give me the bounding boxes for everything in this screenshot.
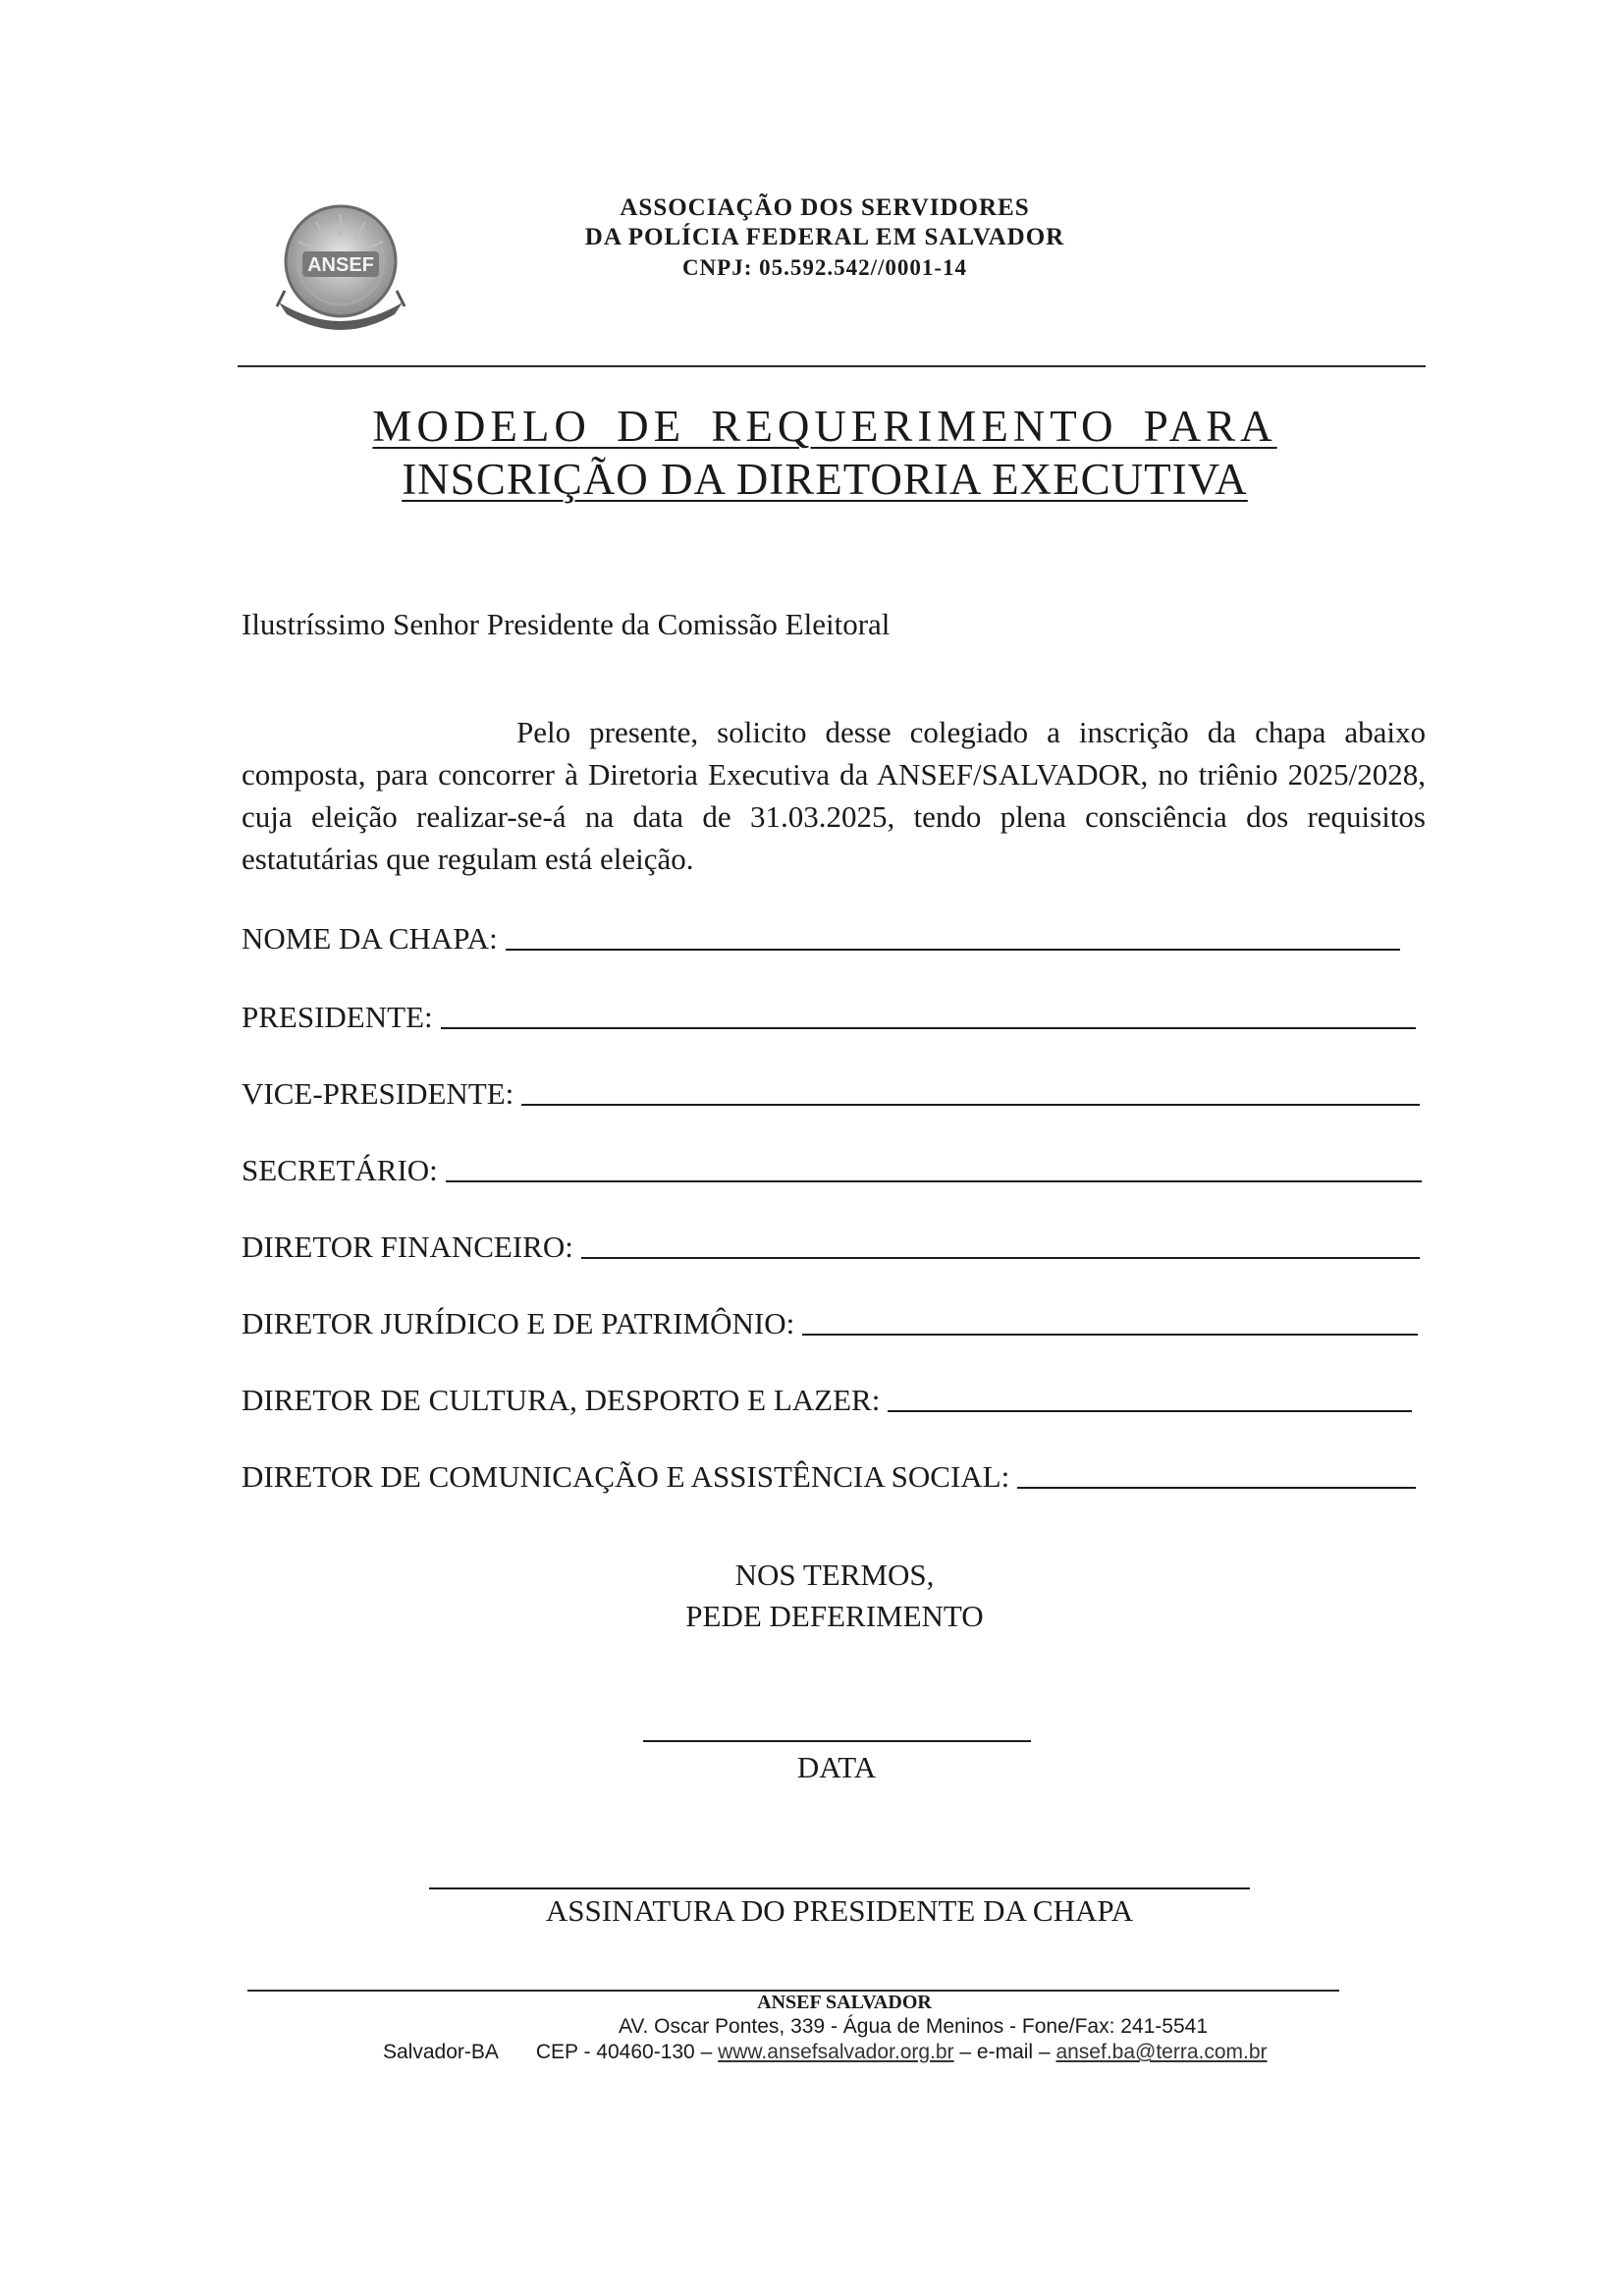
footer-city: Salvador-BA: [383, 2041, 499, 2063]
footer-contact-line: [383, 2041, 1268, 2064]
fill-line[interactable]: [441, 1027, 1416, 1029]
request-paragraph-text: Pelo presente, solicito desse colegiado a inscrição da chapa abaixo composta, para concorrer à Diretoria Executiva da ANSEF/SALVADOR, no triênio 2025/2028, cuja eleição realizar-se-á na data de 31.03.2025, tendo plena consciência dos requisitos estatutárias que regulam está eleição.: [242, 715, 1426, 876]
field-diretor-comunicacao[interactable]: [242, 1451, 1416, 1495]
field-diretor-cultura[interactable]: [242, 1375, 1412, 1418]
closing-line1: NOS TERMOS,: [734, 1558, 935, 1592]
fill-line[interactable]: [1017, 1487, 1416, 1489]
footer-website-link[interactable]: www.ansefsalvador.org.br: [718, 2041, 954, 2063]
field-presidente[interactable]: [242, 992, 1416, 1035]
request-paragraph: [242, 711, 1426, 880]
field-label: DIRETOR FINANCEIRO:: [242, 1230, 573, 1264]
fill-line[interactable]: [802, 1334, 1418, 1336]
salutation: Ilustríssimo Senhor Presidente da Comissão Eleitoral: [242, 607, 891, 641]
date-line[interactable]: [643, 1740, 1031, 1742]
document-title-line1: MODELO DE REQUERIMENTO PARA: [372, 402, 1277, 451]
ansef-seal-logo: [267, 192, 414, 340]
org-cnpj: CNPJ: 05.592.542//0001-14: [681, 255, 968, 280]
fill-line[interactable]: [446, 1180, 1422, 1182]
field-label: PRESIDENTE:: [242, 1000, 433, 1034]
field-label: NOME DA CHAPA:: [242, 921, 498, 956]
org-name-line2: DA POLÍCIA FEDERAL EM SALVADOR: [584, 224, 1065, 250]
footer-org: ANSEF SALVADOR: [757, 1992, 932, 2013]
field-nome-da-chapa[interactable]: [242, 913, 1400, 957]
field-vice-presidente[interactable]: [242, 1068, 1420, 1112]
fill-line[interactable]: [581, 1257, 1420, 1259]
fill-line[interactable]: [888, 1410, 1412, 1412]
date-caption: DATA: [796, 1750, 877, 1784]
footer-email-link[interactable]: ansef.ba@terra.com.br: [1055, 2041, 1268, 2063]
field-diretor-juridico[interactable]: [242, 1298, 1418, 1341]
closing-line2: PEDE DEFERIMENTO: [685, 1599, 984, 1633]
header-divider: [238, 365, 1426, 367]
fill-line[interactable]: [506, 949, 1400, 951]
footer-email-label: – e-mail –: [959, 2041, 1051, 2063]
footer-address: AV. Oscar Pontes, 339 - Água de Meninos - Fone/Fax: 241-5541: [618, 2015, 1209, 2038]
field-label: VICE-PRESIDENTE:: [242, 1076, 514, 1111]
signature-line[interactable]: [429, 1887, 1250, 1889]
field-diretor-financeiro[interactable]: [242, 1222, 1420, 1265]
fill-line[interactable]: [521, 1104, 1420, 1106]
field-label: SECRETÁRIO:: [242, 1153, 438, 1187]
svg-text:ANSEF: ANSEF: [307, 254, 374, 276]
field-label: DIRETOR DE CULTURA, DESPORTO E LAZER:: [242, 1383, 881, 1417]
signature-caption: ASSINATURA DO PRESIDENTE DA CHAPA: [545, 1893, 1134, 1928]
field-label: DIRETOR DE COMUNICAÇÃO E ASSISTÊNCIA SOCIAL:: [242, 1459, 1010, 1494]
field-label: DIRETOR JURÍDICO E DE PATRIMÔNIO:: [242, 1306, 795, 1340]
footer-cep: CEP - 40460-130 –: [535, 2041, 713, 2063]
field-secretario[interactable]: [242, 1145, 1422, 1188]
document-title-line2: INSCRIÇÃO DA DIRETORIA EXECUTIVA: [402, 455, 1248, 504]
org-name-line1: ASSOCIAÇÃO DOS SERVIDORES: [620, 194, 1030, 221]
